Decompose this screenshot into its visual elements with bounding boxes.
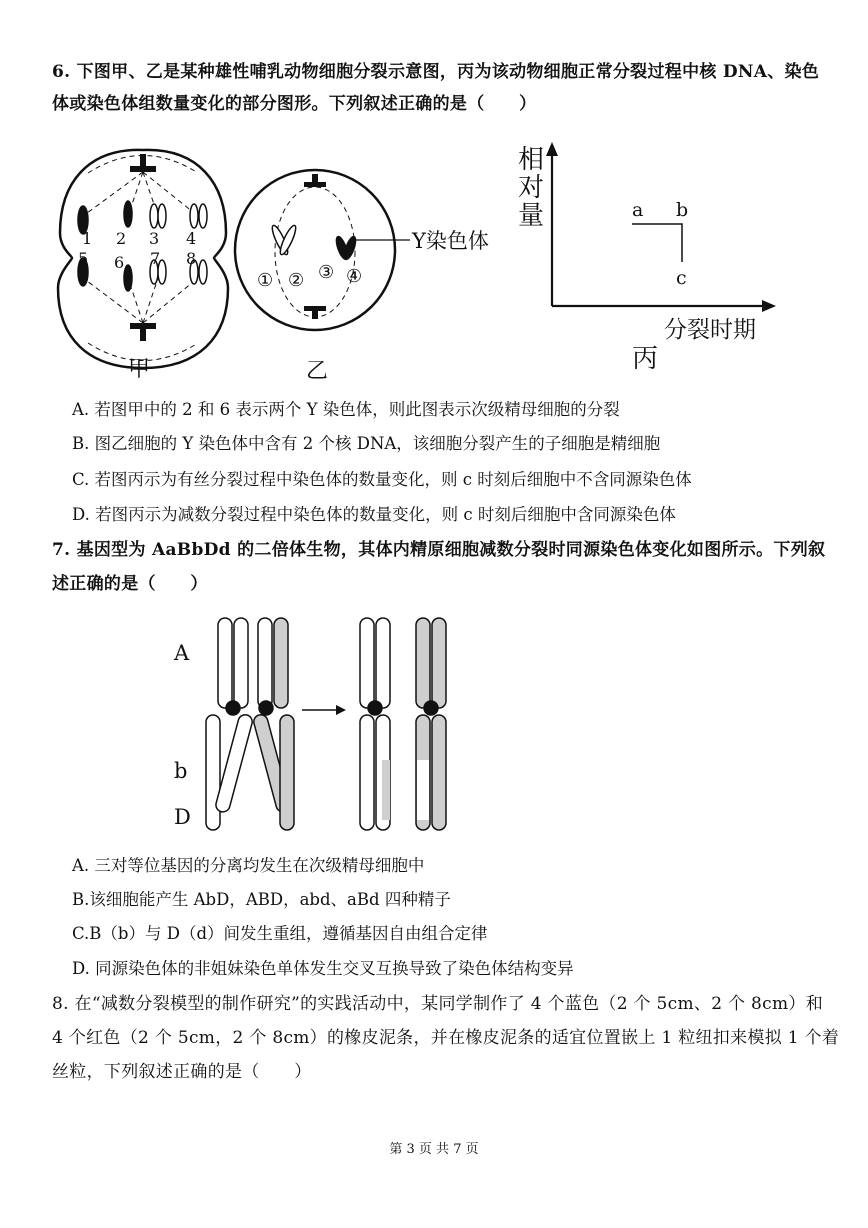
chromosome-number-1: 1 (82, 229, 93, 248)
gene-label-A: A (174, 641, 190, 665)
bing-point-c: c (676, 267, 687, 289)
chromosome-number-4: 4 (186, 229, 197, 248)
figure-yi (230, 160, 520, 390)
q6-stem-line2: 体或染色体组数量变化的部分图形。下列叙述正确的是（ ） (52, 94, 537, 114)
q6-option-c: C. 若图丙示为有丝分裂过程中染色体的数量变化，则 c 时刻后细胞中不含同源染色体 (72, 470, 692, 489)
chromosomes-yi (270, 224, 358, 261)
q8-stem-line3: 丝粒，下列叙述正确的是（ ） (52, 1062, 312, 1082)
y-chromosome-callout: Y染色体 (412, 229, 489, 253)
bing-ylabel-char-3: 量 (518, 201, 545, 231)
chromosome-number-2: 2 (116, 229, 127, 248)
figure-label-bing: 丙 (632, 344, 659, 374)
gene-label-D: D (174, 805, 191, 829)
bing-point-a: a (632, 199, 644, 221)
figure-label-yi: 乙 (306, 359, 329, 384)
circled-number-1: ① (257, 270, 274, 291)
chromosome-pair-before (206, 618, 294, 830)
bing-ylabel-char-2: 对 (518, 173, 545, 203)
figure-bing (510, 138, 800, 378)
figure-jia (48, 138, 238, 388)
q6-option-b: B. 图乙细胞的 Y 染色体中含有 2 个核 DNA，该细胞分裂产生的子细胞是精细胞 (72, 434, 661, 453)
q7-option-a: A. 三对等位基因的分离均发生在次级精母细胞中 (72, 856, 425, 875)
chromosome-pair-after (360, 618, 446, 830)
chromosome-number-8: 8 (186, 249, 197, 268)
arrow-icon (302, 705, 346, 715)
chromosome-number-7: 7 (150, 249, 161, 268)
figure-label-jia: 甲 (128, 357, 151, 382)
bing-ylabel-char-1: 相 (518, 145, 545, 175)
q7-option-d: D. 同源染色体的非姐妹染色单体发生交叉互换导致了染色体结构变异 (72, 959, 574, 978)
circled-number-2: ② (288, 270, 305, 291)
q7-stem-line1: 7. 基因型为 AaBbDd 的二倍体生物，其体内精原细胞减数分裂时同源染色体变化如图所示。下列叙 (52, 540, 826, 560)
bing-xlabel: 分裂时期 (664, 317, 756, 343)
q7-option-b: B.该细胞能产生 AbD，ABD，abd、aBd 四种精子 (72, 890, 451, 909)
q6-option-a: A. 若图甲中的 2 和 6 表示两个 Y 染色体，则此图表示次级精母细胞的分裂 (72, 400, 620, 419)
q7-stem-line2: 述正确的是（ ） (52, 574, 208, 594)
q6-stem-line1: 6. 下图甲、乙是某种雄性哺乳动物细胞分裂示意图，丙为该动物细胞正常分裂过程中核 DNA、染色 (52, 62, 820, 82)
q6-option-d: D. 若图丙示为减数分裂过程中染色体的数量变化，则 c 时刻后细胞中含同源染色体 (72, 505, 676, 524)
figure-chromosome-crossover (160, 610, 480, 842)
gene-label-b: b (174, 759, 188, 783)
bing-curve (632, 224, 682, 262)
page-footer: 第 3 页 共 7 页 (389, 1142, 479, 1157)
q7-option-c: C.B（b）与 D（d）间发生重组，遵循基因自由组合定律 (72, 924, 488, 943)
q8-stem-line2: 4 个红色（2 个 5cm，2 个 8cm）的橡皮泥条，并在橡皮泥条的适宜位置嵌上 1 粒纽扣来模拟 1 个着 (52, 1028, 840, 1048)
q8-stem-line1: 8. 在“减数分裂模型的制作研究”的实践活动中，某同学制作了 4 个蓝色（2 个 5cm、2 个 8cm）和 (52, 994, 823, 1014)
circled-number-4: ④ (346, 266, 363, 287)
chromosome-number-6: 6 (114, 253, 125, 272)
chromosome-number-3: 3 (149, 229, 160, 248)
bing-point-b: b (676, 199, 689, 221)
chromosome-number-5: 5 (78, 249, 89, 268)
circled-number-3: ③ (318, 262, 335, 283)
